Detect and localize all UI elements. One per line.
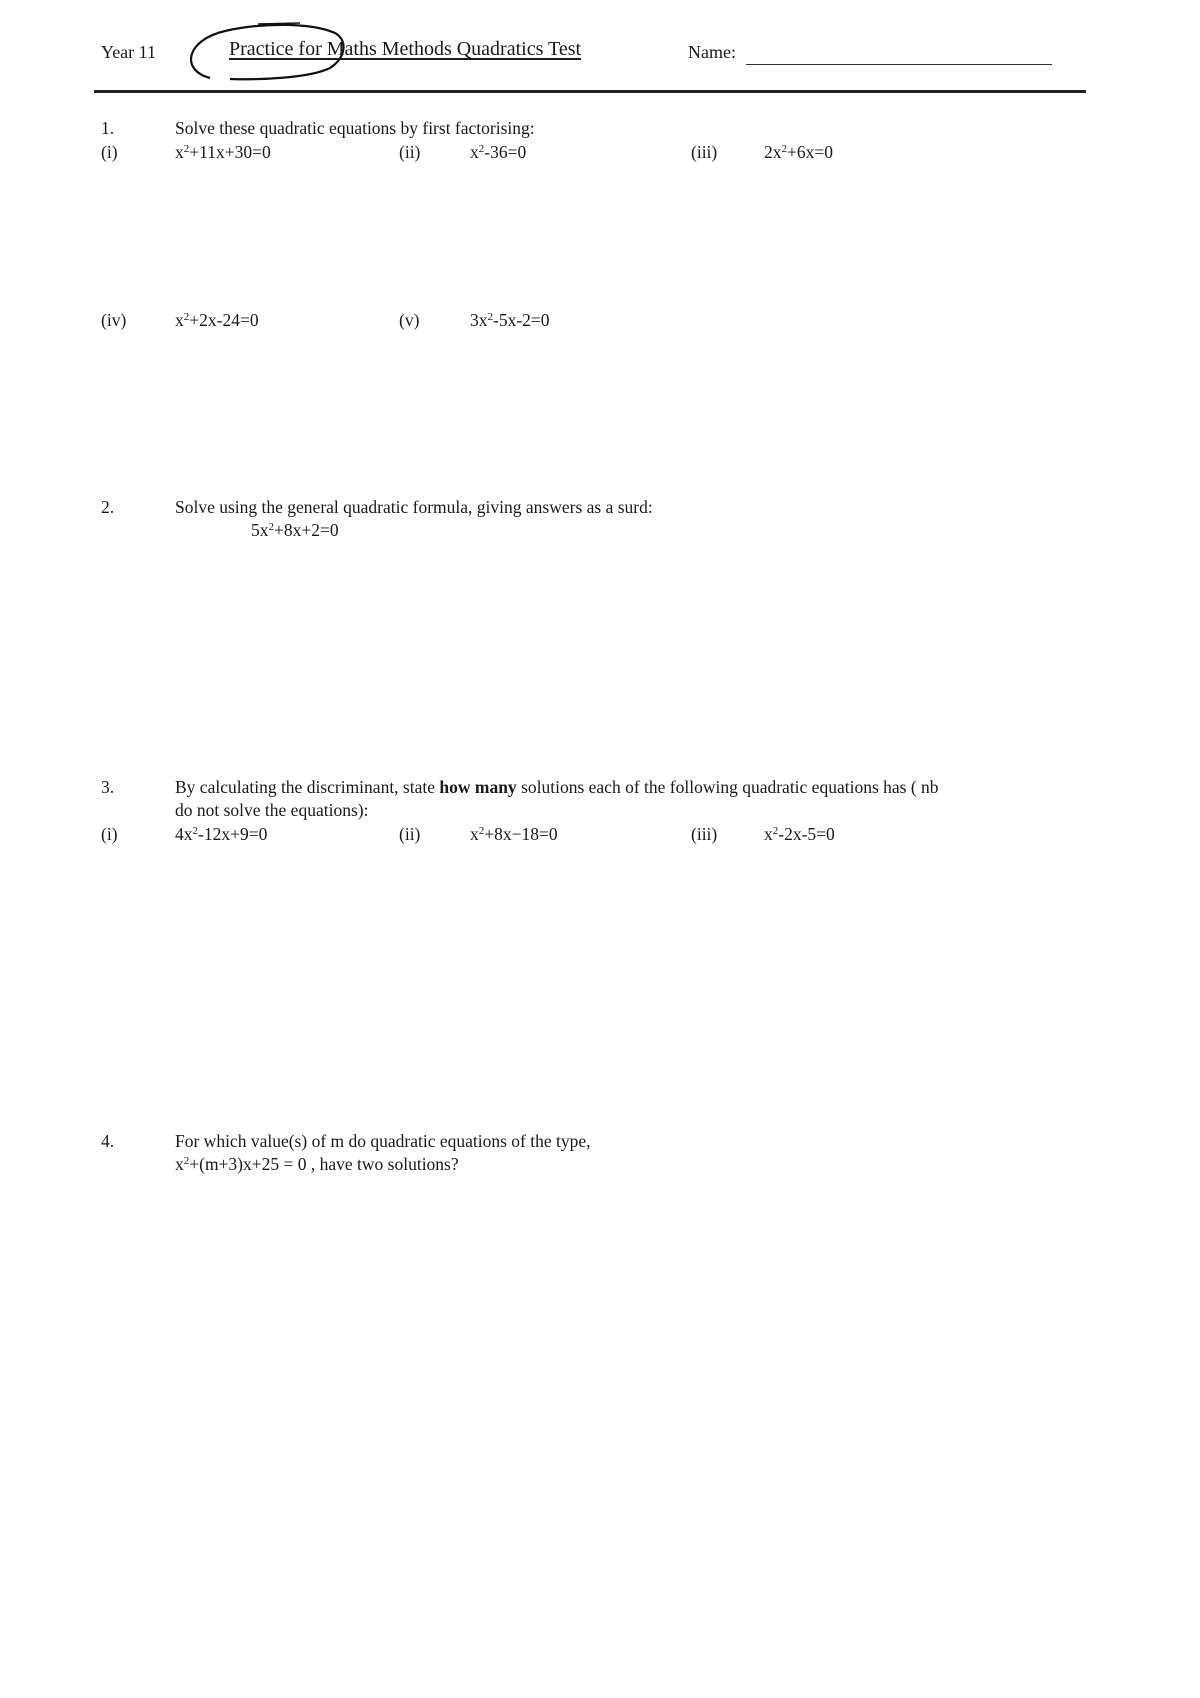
- question-4-number: 4.: [101, 1131, 115, 1151]
- q3-part-ii-equation: $x^2+8x-18=0$: [470, 824, 558, 844]
- q1-part-v-label: (v): [399, 310, 420, 330]
- q1-part-i-label: (i): [101, 142, 118, 162]
- q1-part-iii-equation: $2x^2+6x=0$: [764, 142, 833, 162]
- q1-part-ii-label: (ii): [399, 142, 421, 162]
- q3-part-i-equation: $4x^2-12x+9=0$: [175, 824, 268, 844]
- question-1-instruction: Solve these quadratic equations by first factorising:: [175, 118, 535, 138]
- year-label: Year 11: [101, 42, 157, 62]
- question-3-instruction-line1: By calculating the discriminant, state how many solutions each of the following quadratic equations has ( nb: [175, 777, 939, 797]
- q1-part-iv-label: (iv): [101, 310, 127, 330]
- question-4-text: For which value(s) of m do quadratic equations of the type,: [175, 1131, 591, 1151]
- header-rule: [94, 90, 1086, 93]
- page-title: Practice for Maths Methods Quadratics Test: [229, 38, 582, 60]
- q3-part-ii-label: (ii): [399, 824, 421, 844]
- q3-part-i-label: (i): [101, 824, 118, 844]
- q1-part-v-equation: $3x^2-5x-2=0$: [470, 310, 550, 330]
- q1-part-i-equation: $x^2+11x+30=0$: [175, 142, 271, 162]
- question-2-number: 2.: [101, 497, 115, 517]
- question-3-number: 3.: [101, 777, 115, 797]
- question-3-instruction-line2: do not solve the equations):: [175, 800, 369, 820]
- q1-part-iii-label: (iii): [691, 142, 718, 162]
- question-4-equation: $x^2+(m+3)x+25 = 0$ , have two solutions?: [175, 1154, 459, 1174]
- q1-part-ii-equation: $x^2-36=0$: [470, 142, 527, 162]
- question-2-instruction: Solve using the general quadratic formula, giving answers as a surd:: [175, 497, 653, 517]
- name-field-line[interactable]: [746, 64, 1052, 65]
- question-1-number: 1.: [101, 118, 115, 138]
- q3-part-iii-equation: $x^2-2x-5=0$: [764, 824, 835, 844]
- q1-part-iv-equation: $x^2+2x-24=0$: [175, 310, 259, 330]
- q3-part-iii-label: (iii): [691, 824, 718, 844]
- name-label: Name:: [688, 42, 736, 62]
- hand-drawn-circle-mark: [0, 0, 1200, 120]
- question-2-equation: $5x^2+8x+2=0$: [251, 520, 339, 540]
